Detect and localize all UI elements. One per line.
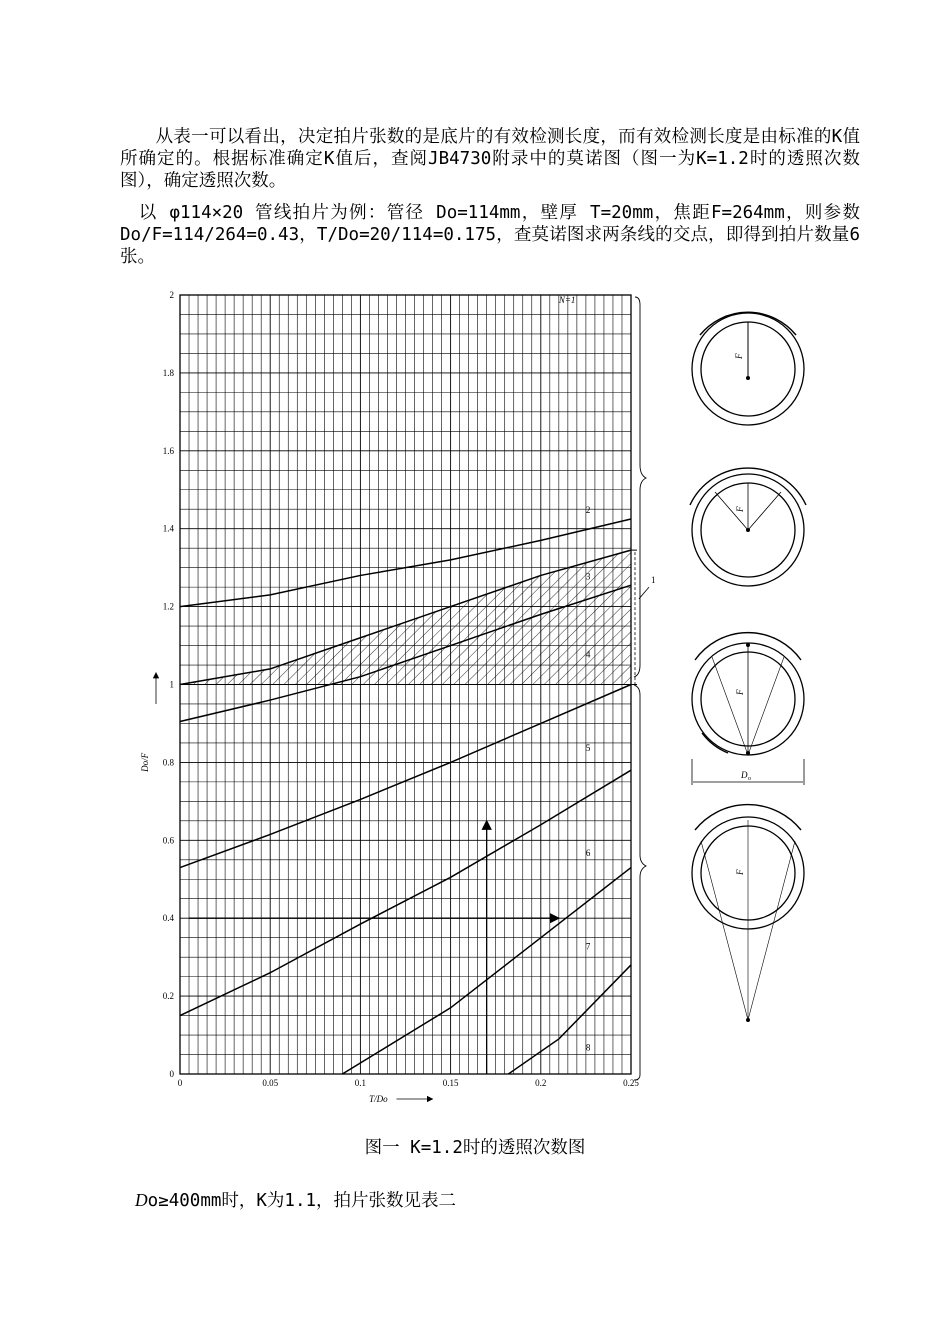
y-axis-label: Do/F — [140, 752, 150, 772]
y-tick-label: 0 — [169, 1069, 174, 1079]
x-tick-label: 0.15 — [442, 1078, 459, 1088]
pipe-diagram-4 — [692, 805, 804, 1022]
note-rest: o≥400mm时，K为1.1，拍片张数见表二 — [147, 1191, 457, 1211]
region-label-6: 6 — [585, 847, 591, 858]
pipe-diagrams — [634, 297, 806, 1080]
pipe-diagram-2 — [690, 468, 806, 586]
svg-text:F: F — [735, 689, 745, 695]
y-tick-label: 1.8 — [162, 367, 174, 378]
y-tick-label: 1.2 — [162, 601, 174, 612]
x-tick-label: 0.2 — [535, 1078, 547, 1088]
nomogram-figure — [140, 285, 820, 1120]
paragraph-intro: 从表一可以看出，决定拍片张数的是底片的有效检测长度，而有效检测长度是由标准的K值所确定的。根据标准确定K值后，查阅JB4730附录中的莫诺图（图一为K=1.2时的透照次数图），确定透照次数。 — [120, 127, 860, 191]
y-tick-label: 1.4 — [162, 523, 174, 534]
x-tick-label: 0.1 — [354, 1078, 367, 1088]
region-label-4: 4 — [585, 649, 591, 660]
brace-lower — [634, 685, 646, 1080]
paragraph-example: 以 φ114×20 管线拍片为例：管径 Do=114mm，壁厚 T=20mm，焦距F=264mm，则参数Do/F=114/264=0.43，T/Do=20/114=0.175，查莫诺图求两条线的交点，即得到拍片数量6张。 — [120, 203, 860, 267]
y-tick-label: 2 — [169, 290, 174, 300]
note-italic: D — [135, 1190, 148, 1210]
series-line-8 — [508, 965, 631, 1074]
region-label-3: 3 — [585, 571, 591, 582]
region-label-7: 7 — [585, 941, 591, 952]
x-tick-label: 0.25 — [623, 1078, 639, 1088]
figure-caption: 图一 K=1.2时的透照次数图 — [364, 1138, 586, 1158]
pipe-diagram-1 — [692, 312, 804, 425]
region-label-1: N=1 — [558, 294, 576, 305]
y-tick-label: 0.2 — [162, 991, 174, 1002]
svg-text:F: F — [735, 869, 745, 875]
note-text — [135, 1187, 456, 1212]
y-tick-label: 1.6 — [162, 445, 174, 456]
pipe-diagram-3 — [692, 633, 804, 785]
svg-text:F: F — [734, 353, 744, 359]
x-axis-label: T/Do — [369, 1094, 388, 1104]
x-tick-label: 0.05 — [262, 1078, 279, 1088]
x-tick-label: 0 — [177, 1078, 183, 1088]
y-tick-label: 0.6 — [162, 835, 174, 846]
svg-text:D: D — [741, 770, 748, 780]
svg-text:o: o — [748, 776, 751, 782]
y-tick-label: 0.4 — [162, 913, 174, 924]
region-label-5: 5 — [585, 742, 591, 753]
brace-upper — [634, 297, 646, 677]
svg-text:F: F — [735, 506, 745, 512]
callout-label: 1 — [651, 575, 656, 586]
y-tick-label: 1 — [169, 679, 174, 690]
callout-leader — [639, 587, 649, 599]
region-label-8: 8 — [585, 1042, 591, 1053]
y-tick-label: 0.8 — [162, 757, 174, 768]
region-label-2: 2 — [585, 505, 591, 516]
